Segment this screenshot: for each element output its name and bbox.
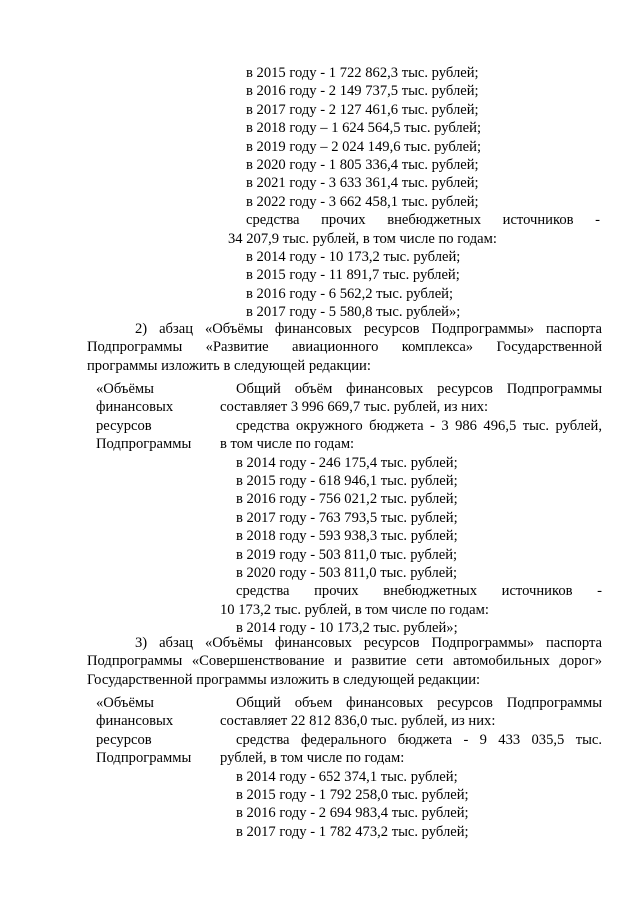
value-line: 10 173,2 тыс. рублей, в том числе по годам: [220, 601, 489, 618]
paragraph-line: Подпрограммы «Развитие авиационного комплекса» Государственной [87, 339, 602, 356]
year-line: в 2022 году - 3 662 458,1 тыс. рублей; [246, 193, 479, 210]
label-line: ресурсов [96, 731, 152, 748]
value-line: составляет 3 996 669,7 тыс. рублей, из них: [220, 399, 489, 416]
year-line: в 2019 году - 503 811,0 тыс. рублей; [236, 546, 458, 563]
value-line: составляет 22 812 836,0 тыс. рублей, из них: [220, 713, 496, 730]
paragraph-3 [87, 634, 602, 689]
year-line: в 2017 году - 763 793,5 тыс. рублей; [236, 509, 458, 526]
section1 [228, 64, 600, 321]
paragraph-line: Государственной программы изложить в следующей редакции: [87, 671, 481, 688]
year-line: в 2016 году - 6 562,2 тыс. рублей; [246, 285, 454, 302]
label-line: «Объёмы [96, 381, 154, 397]
row-value [220, 380, 602, 637]
label-line: ресурсов [96, 417, 152, 434]
year-line: в 2016 году - 2 149 737,5 тыс. рублей; [246, 83, 479, 100]
year-line: в 2014 году - 10 173,2 тыс. рублей»; [236, 620, 458, 637]
value-line: средства окружного бюджета - 3 986 496,5 тыс. рублей, [236, 417, 602, 434]
paragraph-line: 2) абзац «Объёмы финансовых ресурсов Подпрограммы» паспорта [135, 321, 602, 337]
year-line: в 2017 году - 5 580,8 тыс. рублей»; [246, 304, 461, 321]
paragraph-line: программы изложить в следующей редакции: [87, 357, 371, 374]
extrabudget-line: средства прочих внебюджетных источников - [246, 212, 600, 229]
value-line: Общий объём финансовых ресурсов Подпрограммы [236, 381, 602, 397]
year-line: в 2014 году - 10 173,2 тыс. рублей; [246, 248, 461, 265]
year-line: в 2016 году - 756 021,2 тыс. рублей; [236, 491, 458, 508]
year-line: в 2016 году - 2 694 983,4 тыс. рублей; [236, 805, 469, 822]
value-line: в том числе по годам: [220, 436, 355, 453]
year-line: в 2015 году - 618 946,1 тыс. рублей; [236, 472, 458, 489]
extrabudget-total: 34 207,9 тыс. рублей, в том числе по годам: [228, 230, 497, 247]
year-line: в 2014 году - 246 175,4 тыс. рублей; [236, 454, 458, 471]
year-line: в 2017 году - 1 782 473,2 тыс. рублей; [236, 823, 469, 840]
row-label [96, 380, 214, 454]
value-line: рублей, в том числе по годам: [220, 750, 405, 767]
year-line: в 2021 году - 3 633 361,4 тыс. рублей; [246, 175, 479, 192]
year-line: в 2014 году - 652 374,1 тыс. рублей; [236, 768, 458, 785]
value-line: средства прочих внебюджетных источников - [236, 583, 602, 600]
paragraph-line: Подпрограммы «Совершенствование и развитие сети автомобильных дорог» [87, 653, 602, 670]
value-line: Общий объем финансовых ресурсов Подпрограммы [236, 695, 602, 711]
year-line: в 2015 году - 1 722 862,3 тыс. рублей; [246, 65, 479, 81]
year-line: в 2020 году - 1 805 336,4 тыс. рублей; [246, 156, 479, 173]
paragraph-2 [87, 320, 602, 375]
label-line: «Объёмы [96, 695, 154, 711]
paragraph-line: 3) абзац «Объёмы финансовых ресурсов Подпрограммы» паспорта [135, 635, 602, 651]
row-value [220, 694, 602, 841]
year-line: в 2015 году - 11 891,7 тыс. рублей; [246, 267, 460, 284]
label-line: финансовых [96, 399, 174, 416]
value-line: средства федерального бюджета - 9 433 035,5 тыс. [236, 731, 602, 748]
label-line: Подпрограммы [96, 436, 192, 453]
label-line: финансовых [96, 713, 174, 730]
year-line: в 2015 году - 1 792 258,0 тыс. рублей; [236, 786, 469, 803]
row-label [96, 694, 214, 768]
label-line: Подпрограммы [96, 750, 192, 767]
year-line: в 2018 году - 593 938,3 тыс. рублей; [236, 528, 458, 545]
year-line: в 2019 году – 2 024 149,6 тыс. рублей; [246, 138, 482, 155]
year-line: в 2017 году - 2 127 461,6 тыс. рублей; [246, 101, 479, 118]
year-line: в 2020 году - 503 811,0 тыс. рублей; [236, 564, 458, 581]
year-line: в 2018 году – 1 624 564,5 тыс. рублей; [246, 120, 482, 137]
